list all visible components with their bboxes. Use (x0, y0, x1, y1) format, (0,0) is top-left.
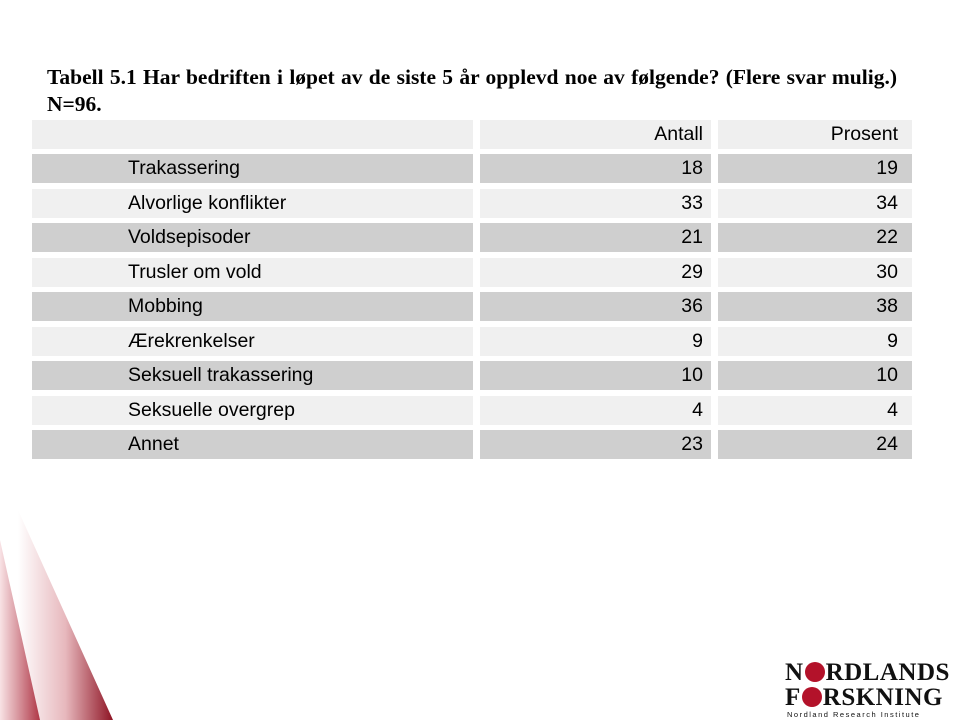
row-antall: 9 (480, 327, 711, 356)
row-prosent: 24 (718, 430, 912, 459)
nordlands-forskning-logo (785, 658, 950, 719)
table-row (32, 223, 912, 252)
row-prosent: 9 (718, 327, 912, 356)
row-antall: 4 (480, 396, 711, 425)
row-antall: 10 (480, 361, 711, 390)
logo-subtitle: Nordland Research Institute (787, 710, 921, 719)
row-antall: 21 (480, 223, 711, 252)
row-prosent: 19 (718, 154, 912, 183)
row-prosent: 10 (718, 361, 912, 390)
table-row (32, 430, 912, 459)
table-row (32, 361, 912, 390)
header-prosent: Prosent (718, 120, 912, 149)
table-row (32, 292, 912, 321)
row-prosent: 38 (718, 292, 912, 321)
table-row (32, 258, 912, 287)
table-header-row (32, 120, 912, 149)
table-row (32, 396, 912, 425)
row-antall: 36 (480, 292, 711, 321)
table-row (32, 327, 912, 356)
row-prosent: 22 (718, 223, 912, 252)
header-label (32, 120, 473, 149)
row-label: Seksuell trakassering (32, 361, 473, 390)
row-label: Trakassering (32, 154, 473, 183)
row-label: Voldsepisoder (32, 223, 473, 252)
logo-line-1: N RDLANDS (785, 659, 950, 686)
row-antall: 23 (480, 430, 711, 459)
header-antall: Antall (480, 120, 711, 149)
row-antall: 33 (480, 189, 711, 218)
row-label: Trusler om vold (32, 258, 473, 287)
row-prosent: 4 (718, 396, 912, 425)
logo-dot-icon (805, 662, 825, 682)
row-antall: 18 (480, 154, 711, 183)
row-antall: 29 (480, 258, 711, 287)
row-label: Alvorlige konflikter (32, 189, 473, 218)
logo-line-2: F RSKNING (785, 684, 943, 711)
row-prosent: 30 (718, 258, 912, 287)
table-row (32, 189, 912, 218)
decorative-triangles (0, 500, 130, 720)
row-prosent: 34 (718, 189, 912, 218)
logo-dot-icon (802, 687, 822, 707)
table-row (32, 154, 912, 183)
row-label: Mobbing (32, 292, 473, 321)
row-label: Annet (32, 430, 473, 459)
row-label: Ærekrenkelser (32, 327, 473, 356)
table-title: Tabell 5.1 Har bedriften i løpet av de siste 5 år opplevd noe av følgende? (Flere svar mulig.) N=96. (47, 65, 897, 116)
row-label: Seksuelle overgrep (32, 396, 473, 425)
